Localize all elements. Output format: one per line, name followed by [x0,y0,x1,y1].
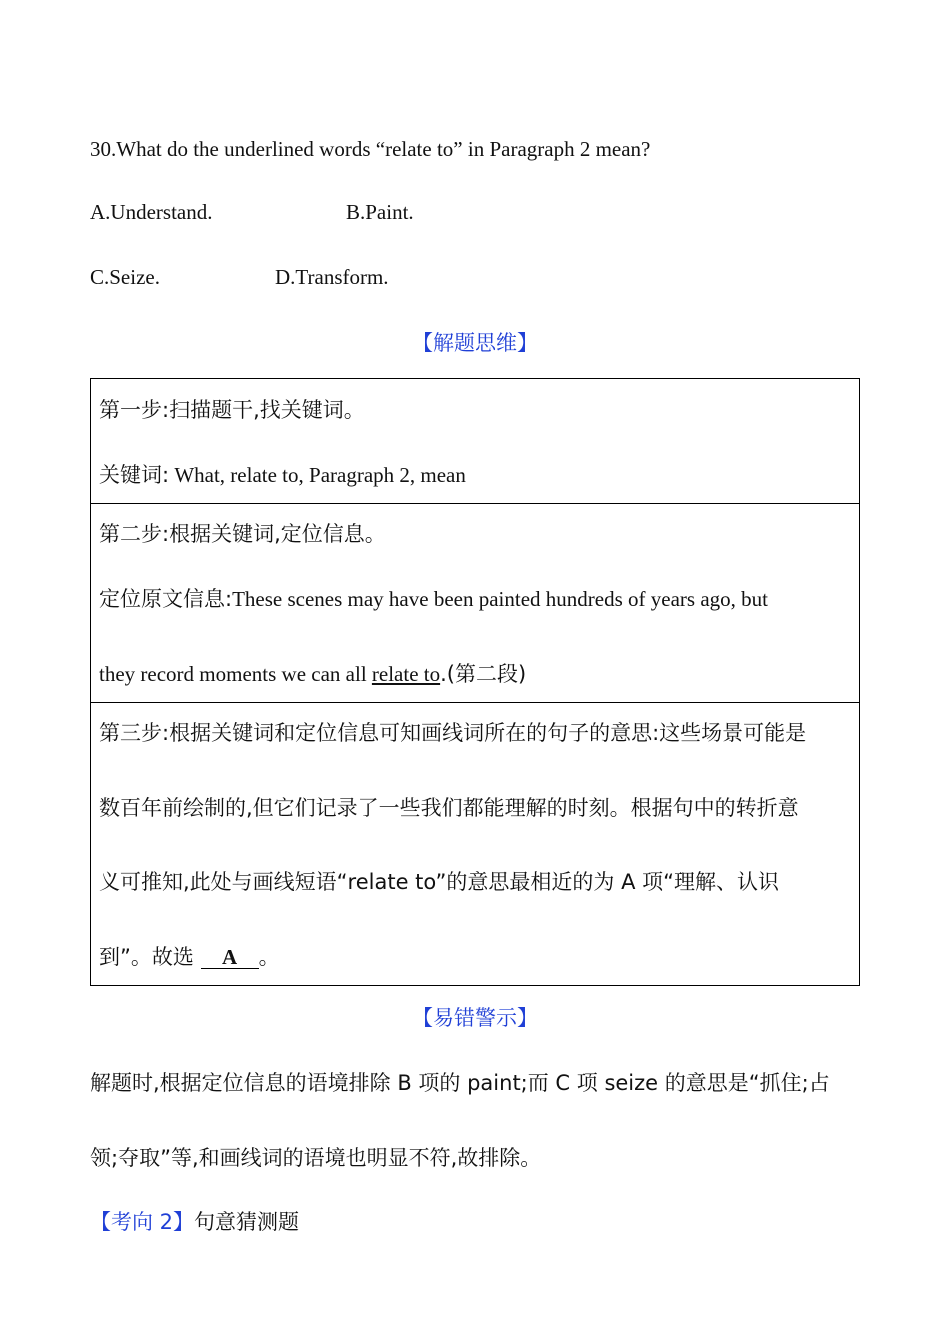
option-d: D.Transform. [275,265,389,289]
warning-line1: 解题时,根据定位信息的语境排除 B 项的 paint;而 C 项 seize 的意思是“抓住;占 [90,1071,830,1095]
keywords-label: 关键词: [99,463,170,487]
step3-cell [91,703,860,986]
answer-blank: A [201,946,259,969]
step3-line3: 义可推知,此处与画线短语“relate to”的意思最相近的为 A 项“理解、认识 [99,870,779,894]
underlined-phrase: relate to [371,662,441,686]
step1-keywords [99,459,466,489]
step1-title: 第一步:扫描题干,找关键词。 [99,398,365,422]
next-topic-title: 句意猜测题 [194,1210,300,1234]
locate-label: 定位原文信息: [99,587,233,611]
option-a: A.Understand. [90,200,213,224]
step2-cell [91,504,860,703]
next-topic [90,1206,299,1236]
step3-line1: 第三步:根据关键词和定位信息可知画线词所在的句子的意思:这些场景可能是 [99,721,807,745]
locate-text-2-post: .(第二段) [440,662,527,686]
locate-text-2-pre: they record moments we can all [99,662,372,686]
keywords-value: What, relate to, Paragraph 2, mean [169,463,466,487]
section-title-warning: 【易错警示】 [412,1006,538,1030]
option-b: B.Paint. [346,200,414,224]
locate-text-1: These scenes may have been painted hundreds of years ago, but [232,587,768,611]
section-title-thinking: 【解题思维】 [412,331,538,355]
step2-title: 第二步:根据关键词,定位信息。 [99,522,386,546]
warning-line2: 领;夺取”等,和画线词的语境也明显不符,故排除。 [90,1146,542,1170]
step3-line2: 数百年前绘制的,但它们记录了一些我们都能理解的时刻。根据句中的转折意 [99,796,799,820]
steps-table [90,378,860,986]
step2-locate-line2 [99,658,526,688]
step2-locate-line1 [99,583,768,613]
option-c: C.Seize. [90,265,160,289]
next-topic-label: 【考向 2】 [90,1210,195,1234]
step3-line4-pre: 到”。故选 [99,945,201,969]
step3-line4 [99,941,280,971]
step3-line4-post: 。 [258,945,280,969]
question-stem: 30.What do the underlined words “relate to” in Paragraph 2 mean? [90,137,651,161]
step1-cell [91,379,860,504]
